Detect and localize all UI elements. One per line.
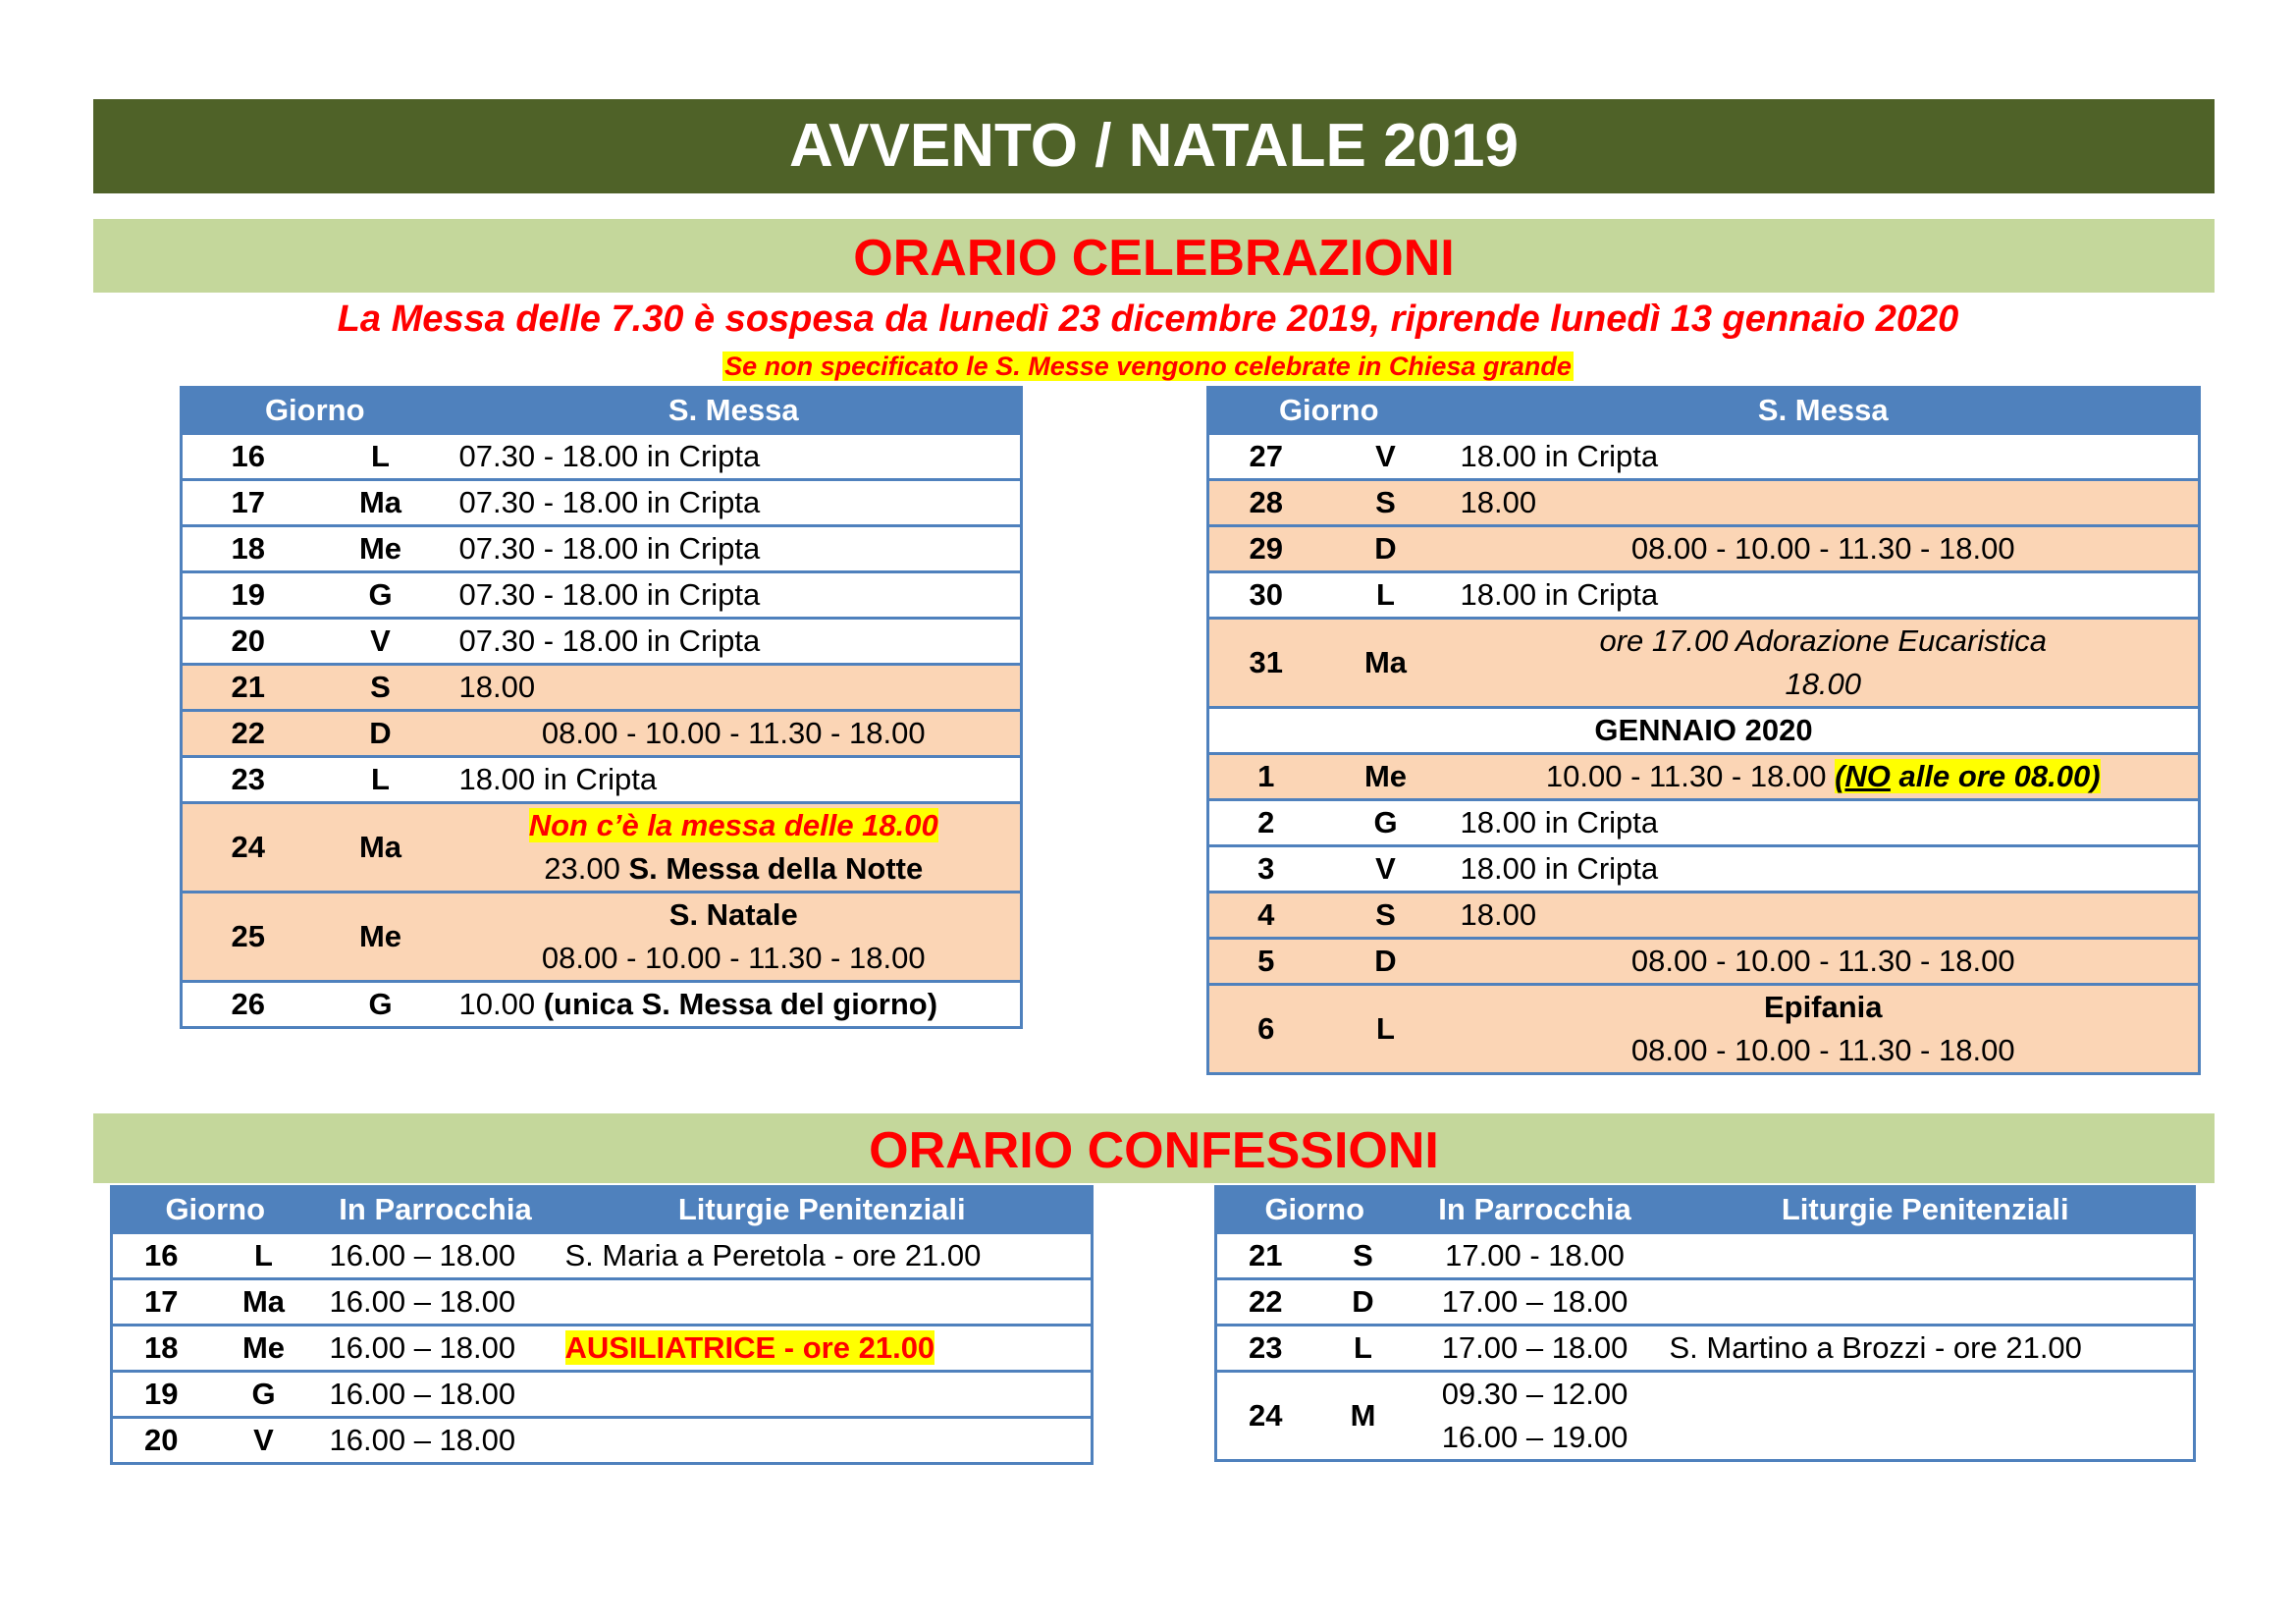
- day-of-week: Me: [210, 1326, 318, 1372]
- parish-hours: [1413, 1372, 1658, 1461]
- table-row: [1208, 893, 2200, 939]
- no-mass-rest: alle ore 08.00): [1890, 759, 2101, 793]
- table-header: [112, 1187, 1093, 1233]
- mass-times: 18.00 in Cripta: [1449, 800, 2200, 846]
- table-row: [1208, 939, 2200, 985]
- day-number: 24: [1216, 1372, 1314, 1461]
- table-row: [182, 982, 1022, 1028]
- col-giorno: Giorno: [1216, 1187, 1413, 1233]
- table-row: [112, 1326, 1093, 1372]
- penitential-liturgy: [1658, 1372, 2195, 1461]
- mass-times: [448, 982, 1022, 1028]
- penitential-liturgy: [1658, 1233, 2195, 1279]
- table-row: [1216, 1233, 2195, 1279]
- day-of-week: Ma: [314, 803, 448, 893]
- day-number: 4: [1208, 893, 1323, 939]
- day-number: 2: [1208, 800, 1323, 846]
- parish-hours-morning: 09.30 – 12.00: [1441, 1377, 1629, 1411]
- day-of-week: Me: [314, 526, 448, 572]
- mass-times: [1449, 754, 2200, 800]
- day-of-week: S: [314, 665, 448, 711]
- day-of-week: S: [1314, 1233, 1413, 1279]
- col-liturgie: Liturgie Penitenziali: [554, 1187, 1093, 1233]
- mass-time: 10.00: [458, 987, 544, 1021]
- day-number: 27: [1208, 434, 1323, 480]
- mass-times: 07.30 - 18.00 in Cripta: [448, 619, 1022, 665]
- month-row: [1208, 708, 2200, 754]
- mass-times: 08.00 - 10.00 - 11.30 - 18.00: [1449, 526, 2200, 572]
- penitential-liturgy: [554, 1418, 1093, 1464]
- mass-label: S. Messa della Notte: [628, 851, 924, 886]
- mass-times: 18.00: [1449, 893, 2200, 939]
- table-row: [112, 1418, 1093, 1464]
- mass-times: [1449, 985, 2200, 1074]
- penitential-liturgy: [554, 1326, 1093, 1372]
- day-of-week: V: [210, 1418, 318, 1464]
- table-row: [1208, 985, 2200, 1074]
- parish-hours: 16.00 – 18.00: [318, 1326, 554, 1372]
- table-row: [1208, 480, 2200, 526]
- col-giorno: Giorno: [112, 1187, 318, 1233]
- day-number: 5: [1208, 939, 1323, 985]
- feast-name: S. Natale: [668, 897, 798, 932]
- day-of-week: S: [1323, 893, 1449, 939]
- table-row: [1208, 434, 2200, 480]
- parish-hours: 16.00 – 18.00: [318, 1418, 554, 1464]
- confessioni-table-right: [1214, 1185, 2196, 1462]
- penitential-liturgy: [1658, 1279, 2195, 1326]
- day-of-week: Ma: [314, 480, 448, 526]
- day-of-week: L: [210, 1233, 318, 1279]
- day-number: 23: [182, 757, 314, 803]
- col-messa: S. Messa: [448, 388, 1022, 434]
- adoration-line: ore 17.00 Adorazione Eucaristica: [1599, 623, 2047, 658]
- mass-times: 18.00 in Cripta: [1449, 434, 2200, 480]
- table-row: [1216, 1326, 2195, 1372]
- mass-times: 07.30 - 18.00 in Cripta: [448, 480, 1022, 526]
- section-title-confessioni: ORARIO CONFESSIONI: [93, 1113, 2215, 1183]
- parish-hours: 16.00 – 18.00: [318, 1233, 554, 1279]
- mass-times: 08.00 - 10.00 - 11.30 - 18.00: [1449, 939, 2200, 985]
- feast-name: Epifania: [1763, 990, 1883, 1024]
- table-row: [182, 526, 1022, 572]
- day-number: 21: [1216, 1233, 1314, 1279]
- day-of-week: V: [314, 619, 448, 665]
- day-of-week: Ma: [1323, 619, 1449, 708]
- table-row: [182, 434, 1022, 480]
- no-word: NO: [1844, 759, 1891, 793]
- notice-messa-sospesa: La Messa delle 7.30 è sospesa da lunedì 23 dicembre 2019, riprende lunedì 13 gennaio 2020: [337, 298, 1959, 340]
- table-header: [182, 388, 1022, 434]
- day-of-week: D: [1314, 1279, 1413, 1326]
- mass-note-line: [448, 804, 1021, 847]
- col-giorno: Giorno: [182, 388, 448, 434]
- celebrazioni-table-left: [180, 386, 1023, 1029]
- table-row: [1208, 526, 2200, 572]
- mass-times: 18.00 in Cripta: [448, 757, 1022, 803]
- mass-line: 08.00 - 10.00 - 11.30 - 18.00: [541, 941, 926, 975]
- day-of-week: G: [1323, 800, 1449, 846]
- day-of-week: L: [1323, 985, 1449, 1074]
- table-row: [112, 1279, 1093, 1326]
- day-of-week: Me: [314, 893, 448, 982]
- table-header: [1216, 1187, 2195, 1233]
- table-row: [1208, 572, 2200, 619]
- penitential-liturgy: [554, 1279, 1093, 1326]
- day-number: 22: [182, 711, 314, 757]
- table-row: [182, 893, 1022, 982]
- mass-times: 18.00: [448, 665, 1022, 711]
- parish-hours: 16.00 – 18.00: [318, 1372, 554, 1418]
- day-number: 22: [1216, 1279, 1314, 1326]
- col-parrocchia: In Parrocchia: [318, 1187, 554, 1233]
- day-of-week: V: [1323, 434, 1449, 480]
- day-number: 17: [182, 480, 314, 526]
- mass-times: [448, 803, 1022, 893]
- table-row: [182, 711, 1022, 757]
- day-of-week: G: [314, 572, 448, 619]
- mass-times: 07.30 - 18.00 in Cripta: [448, 434, 1022, 480]
- table-row: [1208, 619, 2200, 708]
- day-number: 26: [182, 982, 314, 1028]
- month-label: GENNAIO 2020: [1208, 708, 2200, 754]
- day-of-week: D: [1323, 939, 1449, 985]
- day-number: 17: [112, 1279, 210, 1326]
- day-number: 19: [182, 572, 314, 619]
- day-number: 16: [112, 1233, 210, 1279]
- table-row: [1216, 1372, 2195, 1461]
- table-row: [1208, 846, 2200, 893]
- mass-times: 08.00 - 10.00 - 11.30 - 18.00: [448, 711, 1022, 757]
- table-row: [182, 665, 1022, 711]
- col-messa: S. Messa: [1449, 388, 2200, 434]
- notice-chiesa-grande: [0, 349, 2296, 384]
- day-of-week: L: [314, 434, 448, 480]
- day-number: 29: [1208, 526, 1323, 572]
- parish-hours: 17.00 - 18.00: [1413, 1233, 1658, 1279]
- day-of-week: Me: [1323, 754, 1449, 800]
- mass-times: [1449, 619, 2200, 708]
- confessioni-table-left: [110, 1185, 1094, 1465]
- mass-time: 23.00: [544, 851, 629, 886]
- table-row: [112, 1372, 1093, 1418]
- day-of-week: L: [1314, 1326, 1413, 1372]
- day-number: 31: [1208, 619, 1323, 708]
- mass-times: 07.30 - 18.00 in Cripta: [448, 572, 1022, 619]
- mass-line: [448, 847, 1021, 891]
- penitential-liturgy: S. Martino a Brozzi - ore 21.00: [1658, 1326, 2195, 1372]
- mass-times: 18.00 in Cripta: [1449, 846, 2200, 893]
- parish-hours: 17.00 – 18.00: [1413, 1326, 1658, 1372]
- day-number: 24: [182, 803, 314, 893]
- mass-times: 18.00 in Cripta: [1449, 572, 2200, 619]
- day-of-week: G: [314, 982, 448, 1028]
- no-mass-note: [1835, 759, 2101, 793]
- parish-hours: 17.00 – 18.00: [1413, 1279, 1658, 1326]
- day-number: 3: [1208, 846, 1323, 893]
- day-of-week: L: [1323, 572, 1449, 619]
- parish-hours: 16.00 – 18.00: [318, 1279, 554, 1326]
- section-title-celebrazioni: ORARIO CELEBRAZIONI: [93, 219, 2215, 293]
- day-number: 18: [182, 526, 314, 572]
- table-row: [182, 572, 1022, 619]
- parish-hours-afternoon: 16.00 – 19.00: [1441, 1420, 1629, 1454]
- day-number: 20: [182, 619, 314, 665]
- day-number: 6: [1208, 985, 1323, 1074]
- notice-chiesa-grande-text: Se non specificato le S. Messe vengono celebrate in Chiesa grande: [724, 352, 1572, 381]
- day-of-week: D: [314, 711, 448, 757]
- mass-times: 07.30 - 18.00 in Cripta: [448, 526, 1022, 572]
- day-number: 20: [112, 1418, 210, 1464]
- mass-line: 18.00: [1785, 667, 1862, 701]
- penitential-liturgy: [554, 1372, 1093, 1418]
- day-number: 18: [112, 1326, 210, 1372]
- table-row: [112, 1233, 1093, 1279]
- day-of-week: L: [314, 757, 448, 803]
- day-of-week: M: [1314, 1372, 1413, 1461]
- day-number: 28: [1208, 480, 1323, 526]
- table-row: [182, 803, 1022, 893]
- day-number: 1: [1208, 754, 1323, 800]
- table-row: [1208, 754, 2200, 800]
- table-row: [1216, 1279, 2195, 1326]
- mass-time: 10.00 - 11.30 - 18.00: [1545, 759, 1836, 793]
- table-row: [182, 619, 1022, 665]
- day-number: 16: [182, 434, 314, 480]
- day-of-week: G: [210, 1372, 318, 1418]
- day-number: 21: [182, 665, 314, 711]
- day-number: 23: [1216, 1326, 1314, 1372]
- table-row: [182, 480, 1022, 526]
- page-title: AVVENTO / NATALE 2019: [93, 99, 2215, 193]
- day-of-week: V: [1323, 846, 1449, 893]
- table-row: [182, 757, 1022, 803]
- col-parrocchia: In Parrocchia: [1413, 1187, 1658, 1233]
- paren-open: (: [1835, 759, 1845, 793]
- day-of-week: S: [1323, 480, 1449, 526]
- day-of-week: D: [1323, 526, 1449, 572]
- table-row: [1208, 800, 2200, 846]
- penitential-liturgy: S. Maria a Peretola - ore 21.00: [554, 1233, 1093, 1279]
- mass-times: [448, 893, 1022, 982]
- table-header: [1208, 388, 2200, 434]
- day-number: 25: [182, 893, 314, 982]
- no-mass-warning: Non c’è la messa delle 18.00: [528, 808, 938, 842]
- day-of-week: Ma: [210, 1279, 318, 1326]
- ausiliatrice-highlight: AUSILIATRICE - ore 21.00: [564, 1330, 935, 1365]
- mass-line: 08.00 - 10.00 - 11.30 - 18.00: [1630, 1033, 2015, 1067]
- mass-note: (unica S. Messa del giorno): [543, 987, 938, 1021]
- celebrazioni-table-right: [1206, 386, 2201, 1075]
- day-number: 19: [112, 1372, 210, 1418]
- col-liturgie: Liturgie Penitenziali: [1658, 1187, 2195, 1233]
- col-giorno: Giorno: [1208, 388, 1449, 434]
- day-number: 30: [1208, 572, 1323, 619]
- mass-times: 18.00: [1449, 480, 2200, 526]
